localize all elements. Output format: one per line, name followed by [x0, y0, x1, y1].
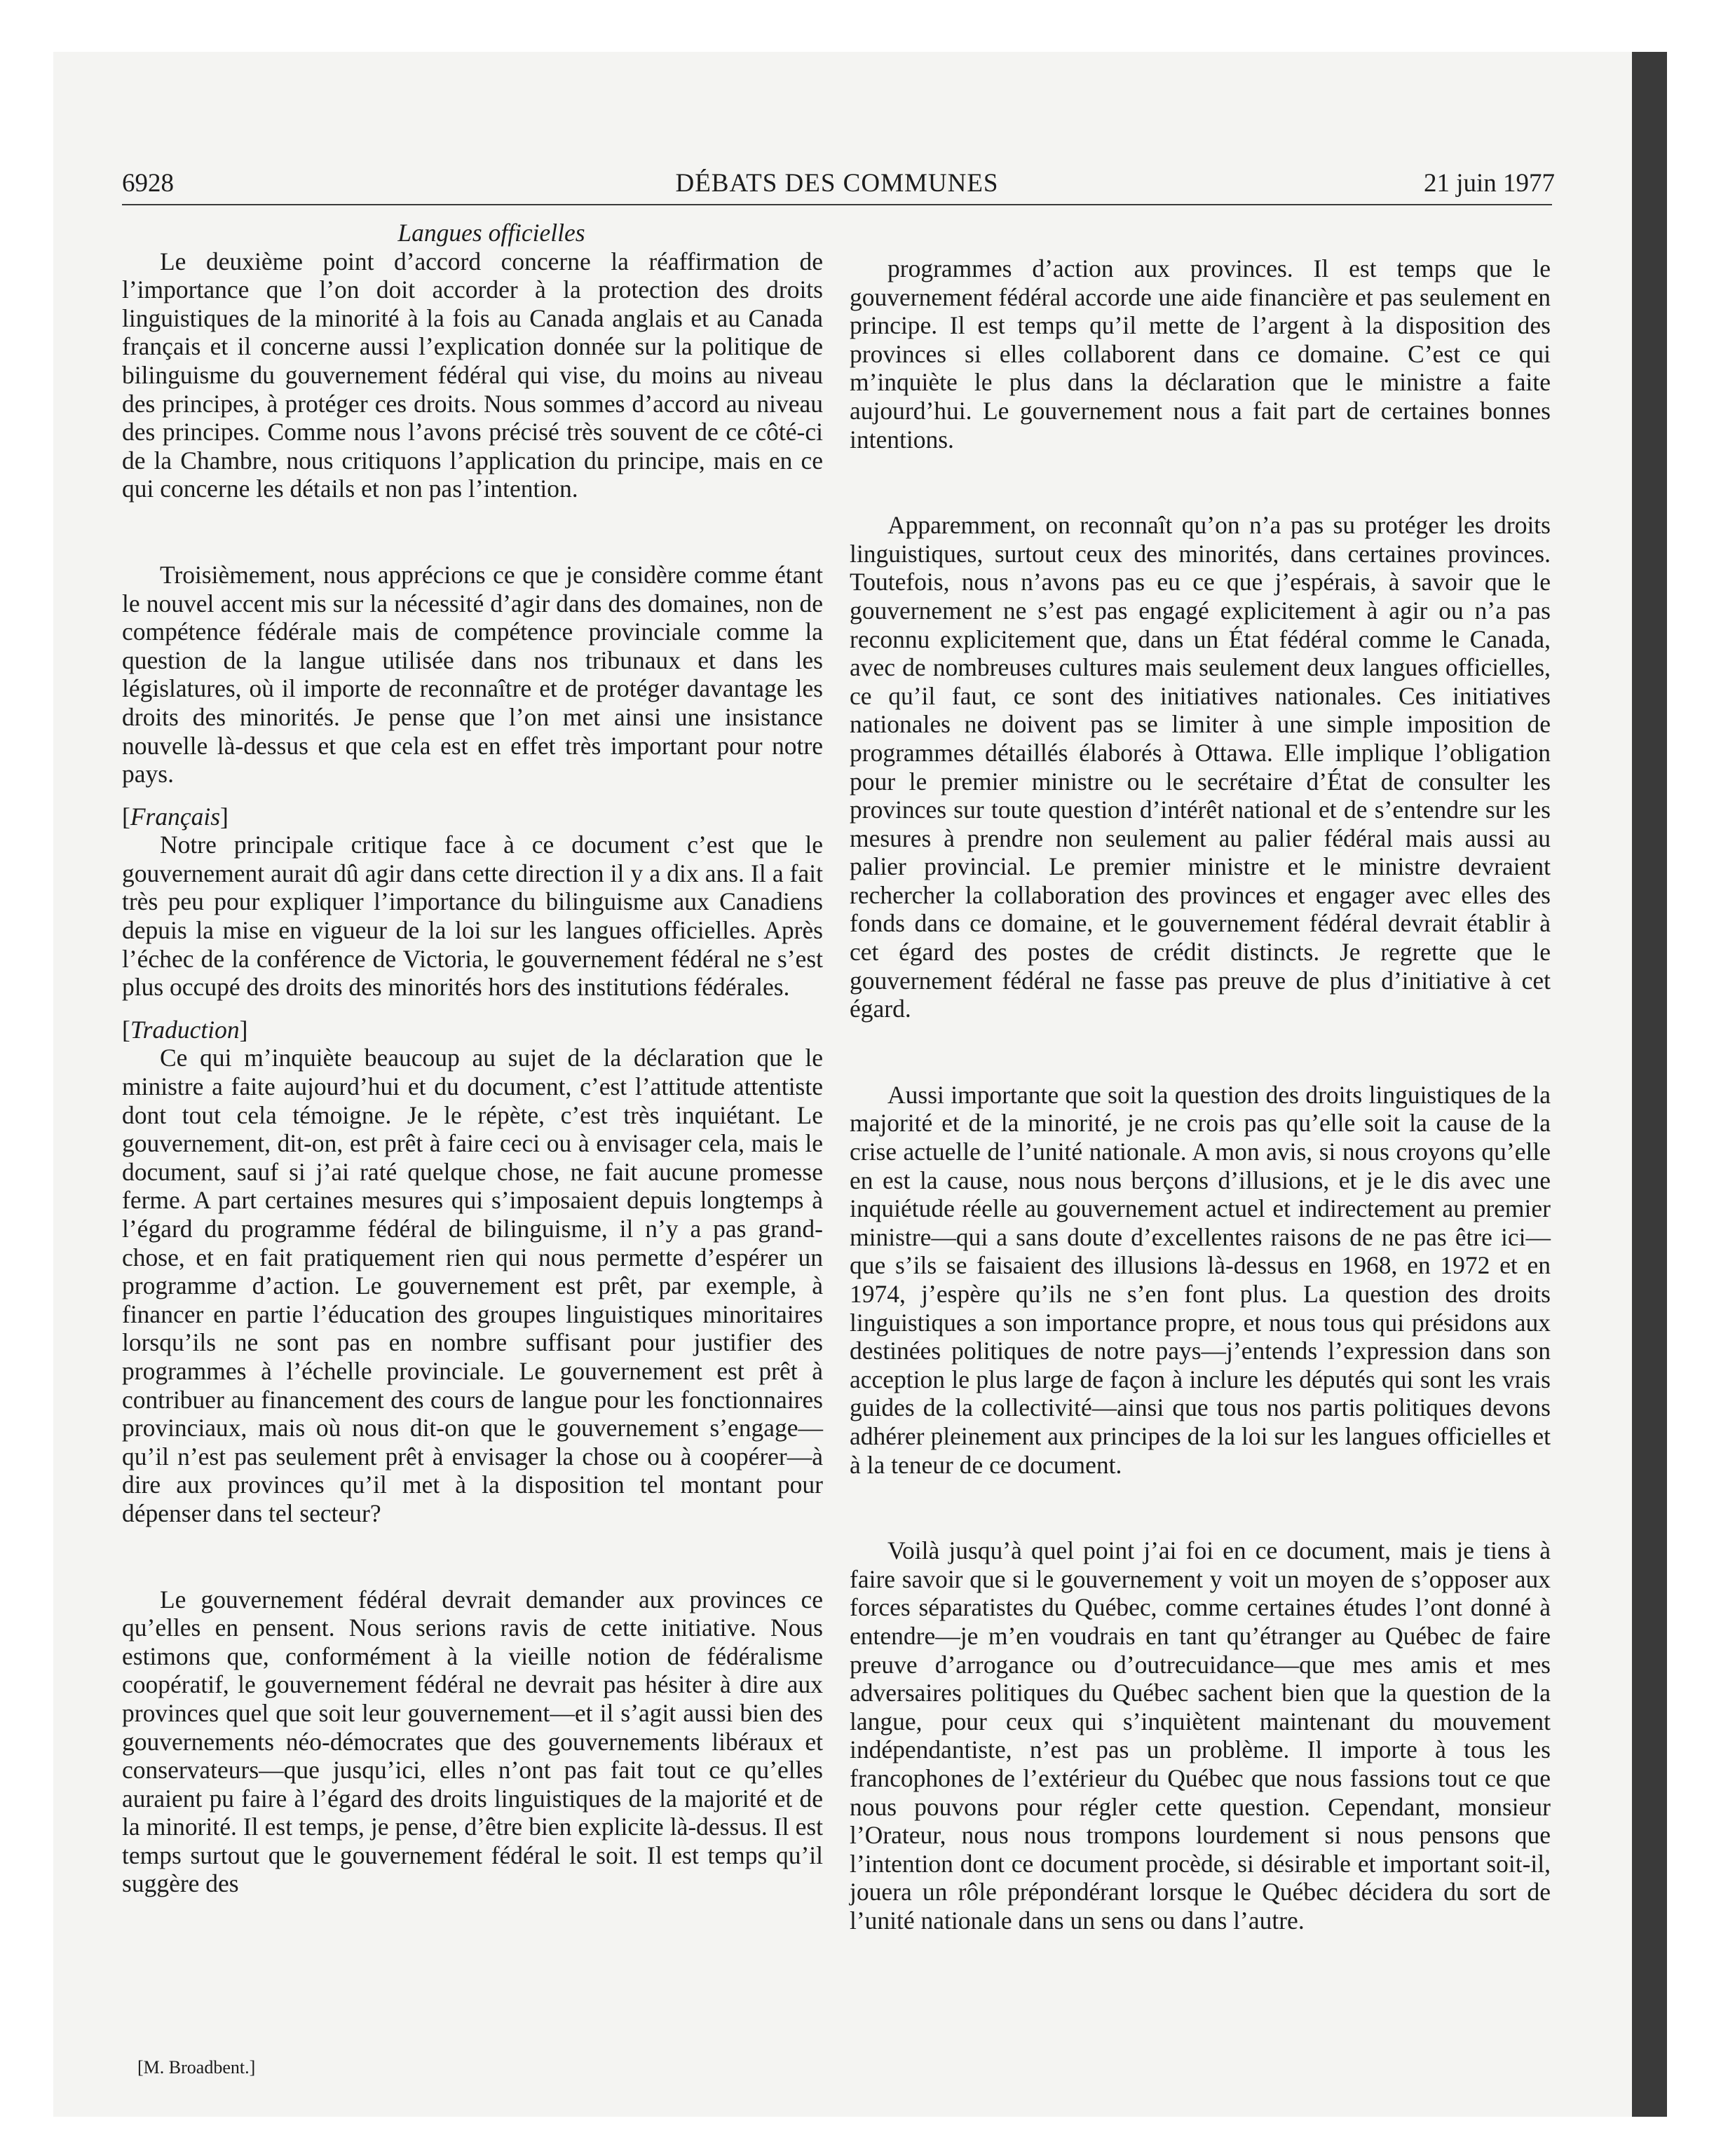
language-tag-francais: [Français] [122, 802, 229, 831]
header-rule [122, 204, 1552, 205]
paragraph: Le deuxième point d’accord concerne la réaffirmation de l’importance que l’on doit accorder à la protection des droits linguistiques de la minorité à la fois au Canada anglais et au Canada français et il concerne aussi l’explication donnée sur la politique de bilinguisme du gouvernement fédéral qui vise, du moins au niveau des principes, à protéger ces droits. Nous sommes d’accord au niveau des principes. Comme nous l’avons précisé très souvent de ce côté-ci de la Chambre, nous critiquons l’application du principe, mais en ce qui concerne les détails et non pas l’intention. [122, 247, 823, 503]
scan-edge-shadow [1632, 52, 1667, 2117]
language-tag-traduction: [Traduction] [122, 1015, 248, 1044]
paragraph: Notre principale critique face à ce document c’est que le gouvernement aurait dû agir dans cette direction il y a dix ans. Il a fait très peu pour expliquer l’importance du bilinguisme aux Canadiens depuis la mise en vigueur de la loi sur les langues officielles. Après l’échec de la conférence de Victoria, le gouvernement fédéral ne s’est plus occupé des droits des minorités hors des institutions fédérales. [122, 831, 823, 1002]
section-title: Langues officielles [397, 219, 585, 247]
publication-date: 21 juin 1977 [1423, 169, 1555, 198]
paragraph: Troisièmement, nous apprécions ce que je considère comme étant le nouvel accent mis sur la nécessité d’agir dans des domaines, non de compétence fédérale mais de compétence provinciale comme la question de la langue utilisée dans nos tribunaux et dans les législatures, où il importe de reconnaître et de protéger davantage les droits des minorités. Je pense que l’on met ainsi une insistance nouvelle là-dessus et que cela est en effet très important pour notre pays. [122, 560, 823, 789]
paragraph: Apparemment, on reconnaît qu’on n’a pas su protéger les droits linguistiques, surtout ceux des minorités, dans certaines provinces. Toutefois, nous n’avons pas eu ce que j’espérais, à savoir que le gouvernement ne s’est pas engagé explicitement à agir ou n’a pas reconnu explicitement que, dans un État fédéral comme le Canada, avec de nombreuses cultures mais seulement deux langues officielles, ce qu’il faut, ce sont des initiatives nationales. Ces initiatives nationales ne doivent pas se limiter à une simple imposition de programmes détaillés élaborés à Ottawa. Elle implique l’obligation pour le premier ministre ou le secrétaire d’État de consulter les provinces sur toute question d’intérêt national et de s’entendre sur les mesures à prendre non seulement au palier fédéral mais aussi au palier provincial. Le premier ministre et le ministre devraient rechercher la collaboration des provinces et engager avec elles des fonds dans ce domaine, et le gouvernement fédéral devrait établir à cet égard des postes de crédit distincts. Je regrette que le gouvernement fédéral ne fasse pas preuve de plus d’initiative à cet égard. [850, 511, 1551, 1023]
left-column [122, 219, 823, 1898]
paragraph: Ce qui m’inquiète beaucoup au sujet de la déclaration que le ministre a faite aujourd’hui et du document, c’est l’attitude attentiste dont tout cela témoigne. Je le répète, c’est très inquiétant. Le gouvernement, dit-on, est prêt à faire ceci ou à envisager cela, mais le document, sauf si j’ai raté quelque chose, ne fait aucune promesse ferme. A part certaines mesures qui s’imposaient depuis longtemps à l’égard du programme fédéral de bilinguisme, il n’y a pas grand-chose, et en fait pratiquement rien qui nous permette d’espérer un programme d’action. Le gouvernement est prêt, par exemple, à financer en partie l’éducation des groupes linguistiques minoritaires lorsqu’ils ne sont pas en nombre suffisant pour justifier des programmes à l’échelle provinciale. Le gouvernement est prêt à contribuer au financement des cours de langue pour les fonctionnaires provinciaux, mais où nous dit-on que le gouvernement s’engage—qu’il n’est pas seulement prêt à envisager la chose ou à coopérer—à dire aux provinces qu’il met à la disposition tel montant pour dépenser dans tel secteur? [122, 1044, 823, 1527]
speaker-attribution: [M. Broadbent.] [137, 2057, 256, 2077]
publication-title: DÉBATS DES COMMUNES [675, 169, 999, 198]
paragraph: Voilà jusqu’à quel point j’ai foi en ce document, mais je tiens à faire savoir que si le gouvernement y voit un moyen de s’opposer aux forces séparatistes du Québec, comme certaines études l’ont donné à entendre—je m’en voudrais en tant qu’étranger au Québec de faire preuve d’arrogance ou d’outrecuidance—que mes amis et mes adversaires politiques du Québec sachent bien que la question de la langue, pour ceux qui s’inquiètent maintenant du mouvement indépendantiste, n’est pas un problème. Il importe à tous les francophones de l’extérieur du Québec que nous fassions tout ce que nous pouvons pour régler cette question. Cependant, monsieur l’Orateur, nous nous trompons lourdement si nous pensons que l’intention dont ce document procède, si désirable et important soit-il, jouera un rôle prépondérant lorsque le Québec décidera du sort de l’unité nationale dans un sens ou dans l’autre. [850, 1536, 1551, 1935]
page-number: 6928 [122, 169, 174, 198]
right-column [850, 254, 1551, 1935]
paragraph: Aussi importante que soit la question des droits linguistiques de la majorité et de la minorité, je ne crois pas qu’elle soit la cause de la crise actuelle de l’unité nationale. A mon avis, si nous croyons qu’elle en est la cause, nous nous berçons d’illusions, et je le dis avec une inquiétude réelle au gouvernement actuel et indirectement au premier ministre—qui a sans doute d’excellentes raisons de ne pas être ici—que s’ils se faisaient des illusions là-dessus en 1968, en 1972 et en 1974, j’espère qu’ils ne s’en font plus. La question des droits linguistiques a son importance propre, et nous tous qui présidons aux destinées politiques de notre pays—j’entends l’expression dans son acception le plus large de façon à inclure les députés qui sont les vrais guides de la collectivité—ainsi que tous nos partis politiques devons adhérer pleinement aux principes de la loi sur les langues officielles et à la teneur de ce document. [850, 1080, 1551, 1479]
paragraph: programmes d’action aux provinces. Il est temps que le gouvernement fédéral accorde une aide financière et pas seulement en principe. Il est temps qu’il mette de l’argent à la disposition des provinces si elles collaborent dans ce domaine. C’est ce qui m’inquiète le plus dans la déclaration que le ministre a faite aujourd’hui. Le gouvernement nous a fait part de certaines bonnes intentions. [850, 254, 1551, 453]
paragraph: Le gouvernement fédéral devrait demander aux provinces ce qu’elles en pensent. Nous serions ravis de cette initiative. Nous estimons que, conformément à la vieille notion de fédéralisme coopératif, le gouvernement fédéral ne devrait pas hésiter à dire aux provinces quel que soit leur gouvernement—et il s’agit aussi bien des gouvernements néo-démocrates que des gouvernements libéraux et conservateurs—que jusqu’ici, elles n’ont pas fait tout ce qu’elles auraient pu faire à l’égard des droits linguistiques de la majorité et de la minorité. Il est temps, je pense, d’être bien explicite là-dessus. Il est temps surtout que le gouvernement fédéral le soit. Il est temps qu’il suggère des [122, 1585, 823, 1898]
